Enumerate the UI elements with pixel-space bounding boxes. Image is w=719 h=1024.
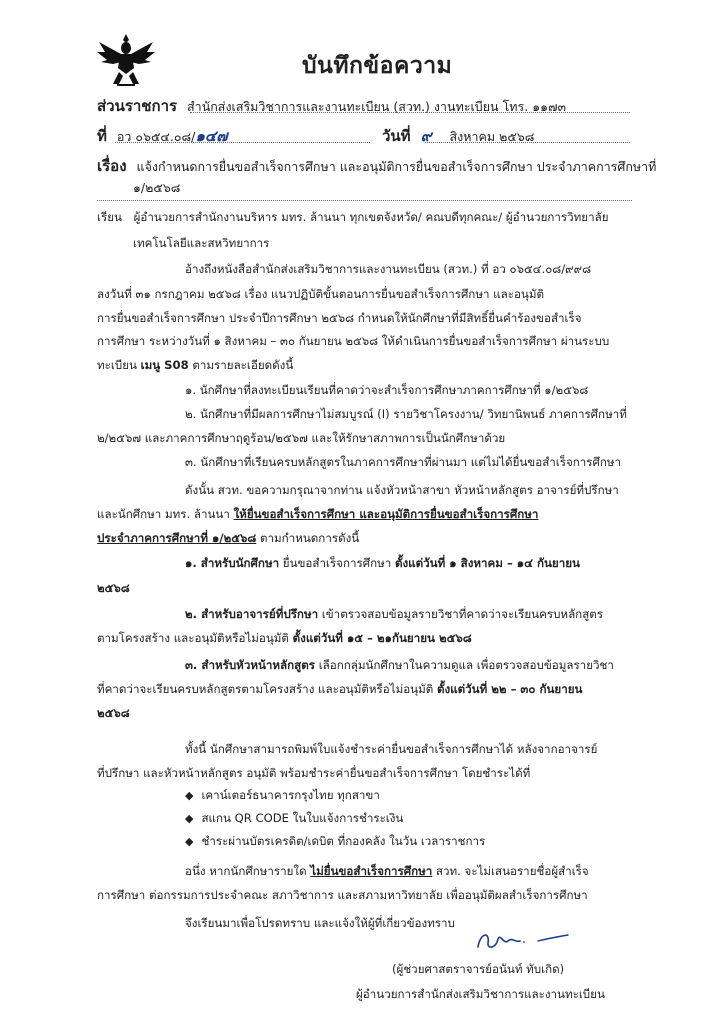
diamond-bullet-icon: ◆ — [185, 789, 194, 802]
diamond-bullet-icon: ◆ — [185, 812, 194, 825]
document-number-label: ที่ — [97, 127, 107, 145]
schedule-advisor-line-2 — [97, 631, 472, 646]
schedule-heading: ๑. สำหรับนักศึกษา — [185, 556, 280, 570]
memo-title: บันทึกข้อความ — [302, 53, 453, 79]
handwritten-day: ๙ — [420, 127, 432, 145]
schedule-heading: ๓. สำหรับหัวหน้าหลักสูตร — [185, 658, 316, 672]
schedule-student-continued: ๒๕๖๘ — [97, 581, 130, 595]
menu-code: เมนู S08 — [140, 358, 189, 372]
date-label: วันที่ — [382, 127, 411, 145]
schedule-program-head — [185, 658, 614, 673]
document-number-row — [97, 124, 227, 148]
emphasis-text: ไม่ยื่นขอสำเร็จการศึกษา — [310, 864, 433, 878]
department-row — [97, 94, 566, 118]
bullet-text: ชำระผ่านบัตรเครดิต/เดบิต ที่กองคลัง ในวัน เวลาราชการ — [201, 834, 486, 848]
handwritten-signature-icon — [472, 925, 572, 955]
diamond-bullet-icon: ◆ — [185, 835, 194, 848]
paragraph-1-line: ลงวันที่ ๓๑ กรกฎาคม ๒๕๖๘ เรื่อง แนวปฏิบัติขั้นตอนการยื่นขอสำเร็จการศึกษา และอนุมัติ — [97, 287, 545, 301]
list-item — [185, 834, 485, 849]
paragraph-1-line: อ้างถึงหนังสือสำนักส่งเสริมวิชาการและงานทะเบียน (สวท.) ที่ อว ๐๖๕๔.๐๘/๙๙๘ — [185, 262, 592, 276]
addressee-line-2: เทคโนโลยีและสหวิทยาการ — [133, 236, 270, 250]
addressee-row — [97, 210, 609, 225]
addressee-line-1: ผู้อำนวยการสำนักงานบริหาร มทร. ล้านนา ทุกเขตจังหวัด/ คณบดีทุกคณะ/ ผู้อำนวยการวิทยาลัย — [133, 210, 609, 224]
list-item: ๒. นักศึกษาที่มีผลการศึกษาไม่สมบูรณ์ (I) รายวิชาโครงงาน/ วิทยานิพนธ์ ภาคการศึกษาที่ — [185, 407, 627, 421]
subject-label: เรื่อง — [97, 157, 127, 175]
list-item: ๓. นักศึกษาที่เรียนครบหลักสูตรในภาคการศึกษาที่ผ่านมา แต่ไม่ได้ยื่นขอสำเร็จการศึกษา — [185, 455, 622, 469]
schedule-text: ยื่นขอสำเร็จการศึกษา — [279, 556, 395, 570]
paragraph-1-line: การยื่นขอสำเร็จการศึกษา ประจำปีการศึกษา ๒๕๖๘ กำหนดให้นักศึกษาที่มีสิทธิ์ยื่นคำร้องขอสำเร็จ — [97, 311, 582, 325]
schedule-program-head-continued: ๒๕๖๘ — [97, 706, 130, 720]
paragraph-2-text: ตามกำหนดการดังนี้ — [256, 531, 360, 545]
schedule-dates: ตั้งแต่วันที่ ๒๒ – ๓๐ กันยายน — [436, 682, 583, 696]
paragraph-2-line — [97, 507, 538, 522]
subject-line-1: แจ้งกำหนดการยื่นขอสำเร็จการศึกษา และอนุมัติการยื่นขอสำเร็จการศึกษา ประจำภาคการศึกษาที่ — [136, 159, 657, 174]
paragraph-3-line: ที่ปรึกษา และหัวหน้าหลักสูตร อนุมัติ พร้อมชำระค่ายื่นขอสำเร็จการศึกษา โดยชำระได้ที่ — [97, 766, 531, 780]
subject-divider — [97, 200, 632, 201]
date-row — [382, 124, 534, 148]
document-number-prefix: อว ๐๖๕๔.๐๘/ — [116, 129, 196, 144]
schedule-dates: ตั้งแต่วันที่ ๑๕ – ๒๑กันยายน ๒๕๖๘ — [292, 631, 472, 645]
list-item — [185, 811, 403, 826]
garuda-emblem-icon — [95, 32, 157, 88]
paragraph-4-line: การศึกษา ต่อกรรมการประจำคณะ สภาวิชาการ และสภามหาวิทยาลัย เพื่ออนุมัติผลสำเร็จการศึกษา — [97, 888, 588, 902]
paragraph-2-line: ดังนั้น สวท. ขอความกรุณาจากท่าน แจ้งหัวหน้าสาขา หัวหน้าหลักสูตร อาจารย์ที่ปรึกษา — [185, 483, 619, 497]
schedule-text: ตามโครงสร้าง และอนุมัติหรือไม่อนุมัติ — [97, 631, 293, 645]
addressee-label: เรียน — [97, 210, 122, 224]
paragraph-1-text: ตามรายละเอียดดังนี้ — [188, 358, 294, 372]
schedule-dates: ตั้งแต่วันที่ ๑ สิงหาคม – ๑๔ กันยายน — [394, 556, 580, 570]
schedule-student — [185, 556, 580, 571]
list-item — [185, 788, 380, 803]
closing-line: จึงเรียนมาเพื่อโปรดทราบ และแจ้งให้ผู้ที่เกี่ยวข้องทราบ — [185, 916, 455, 930]
department-value: สำนักส่งเสริมวิชาการและงานทะเบียน (สวท.) งานทะเบียน โทร. ๑๑๗๓ — [187, 99, 567, 114]
paragraph-1-last-line — [97, 358, 293, 373]
schedule-text: เข้าตรวจสอบข้อมูลรายวิชาที่คาดว่าจะเรียนครบหลักสูตร — [318, 607, 604, 621]
paragraph-3-line: ทั้งนี้ นักศึกษาสามารถพิมพ์ใบแจ้งชำระค่ายื่นขอสำเร็จการศึกษาได้ หลังจากอาจารย์ — [185, 742, 598, 756]
bullet-text: สแกน QR CODE ในใบแจ้งการชำระเงิน — [201, 811, 404, 825]
dotted-underline — [425, 142, 630, 143]
list-item: ๑. นักศึกษาที่ลงทะเบียนเรียนที่คาดว่าจะสำเร็จการศึกษาภาคการศึกษาที่ ๑/๒๕๖๘ — [185, 383, 589, 397]
emphasis-text: ให้ยื่นขอสำเร็จการศึกษา และอนุมัติการยื่นขอสำเร็จการศึกษา — [233, 507, 539, 521]
paragraph-1-text: ทะเบียน — [97, 358, 141, 372]
schedule-heading: ๒. สำหรับอาจารย์ที่ปรึกษา — [185, 607, 319, 621]
schedule-advisor — [185, 607, 603, 622]
schedule-text: ที่คาดว่าจะเรียนครบหลักสูตรตามโครงสร้าง และอนุมัติหรือไม่อนุมัติ — [97, 682, 437, 696]
schedule-program-head-line-2 — [97, 682, 582, 697]
department-label: ส่วนราชการ — [97, 97, 178, 115]
dotted-underline — [190, 112, 630, 113]
list-item-continued: ๒/๒๕๖๗ และภาคการศึกษาฤดูร้อน/๒๕๖๗ และให้รักษาสภาพการเป็นนักศึกษาด้วย — [97, 431, 506, 445]
emphasis-text: ประจำภาคการศึกษาที่ ๑/๒๕๖๘ — [97, 531, 257, 545]
paragraph-4-text: สวท. จะไม่เสนอรายชื่อผู้สำเร็จ — [432, 864, 589, 878]
signatory-name: (ผู้ช่วยศาสตราจารย์อนันท์ ทับเกิด) — [392, 962, 565, 976]
paragraph-4-text: อนึ่ง หากนักศึกษารายใด — [185, 864, 311, 878]
paragraph-2-text: และนักศึกษา มทร. ล้านนา — [97, 507, 234, 521]
schedule-text: เลือกกลุ่มนักศึกษาในความดูแล เพื่อตรวจสอบข้อมูลรายวิชา — [315, 658, 614, 672]
paragraph-2-line — [97, 531, 359, 546]
paragraph-1-line: การศึกษา ระหว่างวันที่ ๑ สิงหาคม – ๓๐ กันยายน ๒๕๖๘ ให้ดำเนินการยื่นขอสำเร็จการศึกษา ผ่านระบบ — [97, 334, 610, 348]
date-month-year: สิงหาคม ๒๕๖๘ — [449, 129, 535, 144]
subject-row — [97, 154, 656, 178]
paragraph-4-line — [185, 864, 589, 879]
handwritten-document-number: ๑๔๗ — [195, 127, 228, 145]
signatory-position: ผู้อำนวยการสำนักส่งเสริมวิชาการและงานทะเบียน — [356, 987, 605, 1001]
dotted-underline — [115, 142, 370, 143]
subject-line-2: ๑/๒๕๖๘ — [133, 180, 181, 195]
bullet-text: เคาน์เตอร์ธนาคารกรุงไทย ทุกสาขา — [201, 788, 380, 802]
